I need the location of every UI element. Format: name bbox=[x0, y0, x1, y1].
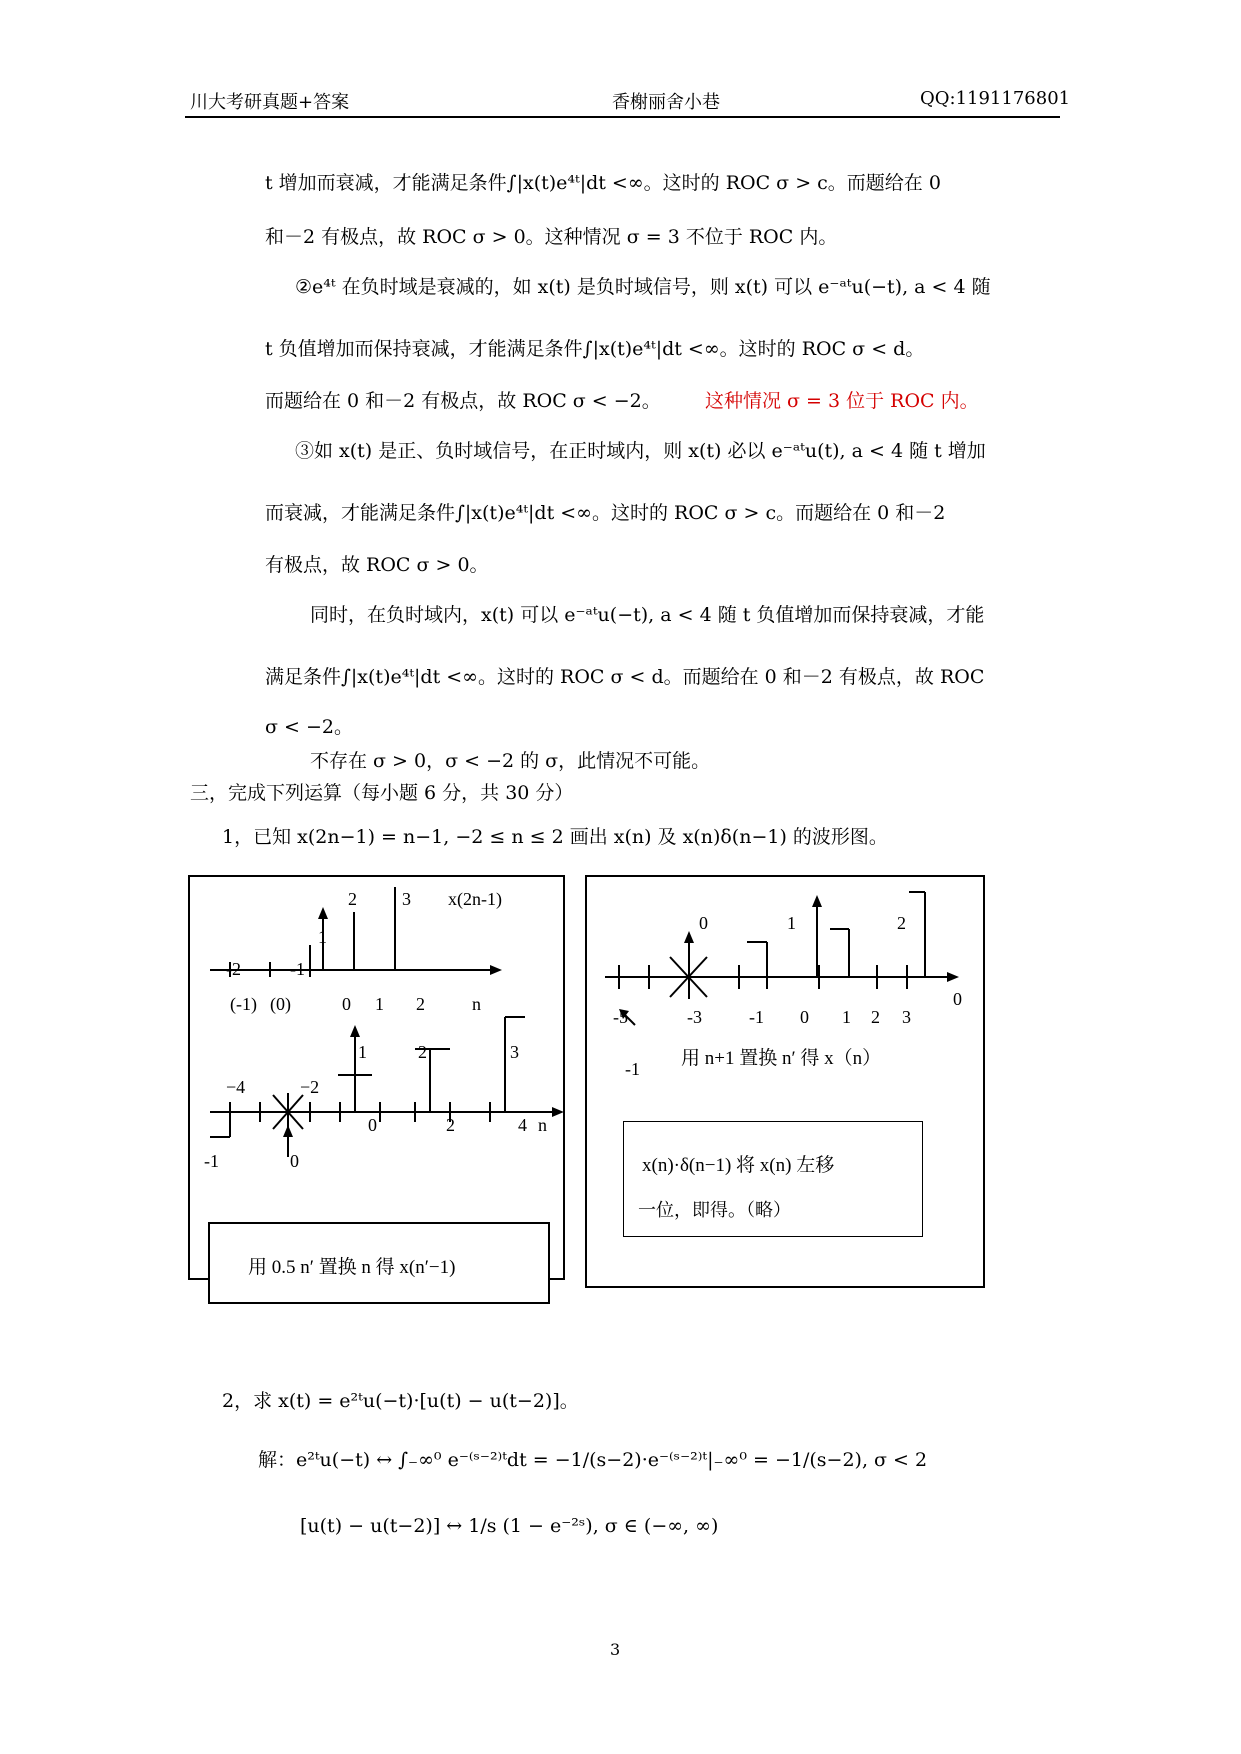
text-line-1: t 增加而衰减，才能满足条件∫|x(t)e⁴ᵗ|dt <∞。这时的 ROC σ > c。而题给在 0 bbox=[265, 172, 941, 194]
left-top-tick-m2: -2 bbox=[226, 959, 241, 979]
left-bottom-tick-2: 2 bbox=[446, 1115, 455, 1135]
right-tick-end-0: 0 bbox=[953, 989, 962, 1009]
right-top-value-2: 2 bbox=[897, 913, 906, 933]
left-bottom-tick-m4: −4 bbox=[226, 1077, 246, 1097]
solution-line-2: [u(t) − u(t−2)] ↔ 1/s (1 − e⁻²ˢ), σ ∈ (−∞, ∞) bbox=[300, 1515, 719, 1537]
right-neg-1: -1 bbox=[625, 1059, 640, 1079]
figure-left-graph bbox=[190, 877, 563, 1278]
left-top-tick-m1: -1 bbox=[290, 959, 305, 979]
left-top-tick-2: 2 bbox=[416, 994, 425, 1014]
left-bottom-value-1: 1 bbox=[358, 1042, 367, 1062]
right-caption-2a: x(n)·δ(n−1) 将 x(n) 左移 bbox=[642, 1155, 835, 1176]
section-heading: 三，完成下列运算（每小题 6 分，共 30 分） bbox=[190, 782, 574, 804]
left-top-tick-1: 1 bbox=[375, 994, 384, 1014]
text-line-5: 而题给在 0 和－2 有极点，故 ROC σ < −2。 bbox=[265, 390, 661, 412]
right-tick-0: 0 bbox=[800, 1007, 809, 1027]
text-line-6: ③如 x(t) 是正、负时域信号，在正时域内，则 x(t) 必以 e⁻ᵃᵗu(t), a < 4 随 t 增加 bbox=[295, 440, 986, 462]
header-left: 川大考研真题+答案 bbox=[190, 92, 350, 113]
left-top-title: x(2n-1) bbox=[448, 889, 502, 909]
text-line-8: 有极点，故 ROC σ > 0。 bbox=[265, 554, 489, 576]
page-number: 3 bbox=[610, 1640, 621, 1659]
question-1: 1，已知 x(2n−1) = n−1, −2 ≤ n ≤ 2 画出 x(n) 及 x(n)δ(n−1) 的波形图。 bbox=[222, 826, 888, 848]
text-line-2: 和－2 有极点，故 ROC σ > 0。这种情况 σ = 3 不位于 ROC 内。 bbox=[265, 226, 838, 248]
header-center: 香榭丽舍小巷 bbox=[612, 92, 720, 113]
right-tick-m1: -1 bbox=[749, 1007, 764, 1027]
right-tick-1: 1 bbox=[842, 1007, 851, 1027]
figure-left-caption: 用 0.5 n′ 置换 n 得 x(n′−1) bbox=[248, 1257, 456, 1278]
text-line-10: 满足条件∫|x(t)e⁴ᵗ|dt <∞。这时的 ROC σ < d。而题给在 0 和－2 有极点，故 ROC bbox=[265, 666, 985, 688]
right-caption-1: 用 n+1 置换 n′ 得 x（n） bbox=[681, 1048, 882, 1069]
header-rule bbox=[185, 116, 1060, 118]
right-tick-m5: -5 bbox=[613, 1007, 628, 1027]
left-top-tick-pm1: (-1) bbox=[230, 994, 257, 1014]
left-top-value-2: 2 bbox=[348, 889, 357, 909]
left-bottom-tick-m2: −2 bbox=[300, 1077, 320, 1097]
right-tick-2: 2 bbox=[871, 1007, 880, 1027]
left-bottom-value-2: 2 bbox=[418, 1042, 427, 1062]
solution-line-1: 解：e²ᵗu(−t) ↔ ∫₋∞⁰ e⁻⁽ˢ⁻²⁾ᵗdt = −1/(s−2)·e⁻⁽ˢ⁻²⁾ᵗ|₋∞⁰ = −1/(s−2), σ < 2 bbox=[258, 1449, 928, 1471]
text-line-7: 而衰减，才能满足条件∫|x(t)e⁴ᵗ|dt <∞。这时的 ROC σ > c。而题给在 0 和－2 bbox=[265, 502, 946, 524]
left-bottom-neg-0: 0 bbox=[290, 1151, 299, 1171]
left-top-value-1: 1 bbox=[318, 927, 327, 947]
text-line-9: 同时，在负时域内，x(t) 可以 e⁻ᵃᵗu(−t), a < 4 随 t 负值增加而保持衰减，才能 bbox=[310, 604, 985, 626]
text-line-12: 不存在 σ > 0，σ < −2 的 σ，此情况不可能。 bbox=[310, 750, 711, 772]
right-tick-m3: -3 bbox=[687, 1007, 702, 1027]
left-bottom-tick-n: n bbox=[538, 1115, 547, 1135]
left-top-tick-n: n bbox=[472, 994, 481, 1014]
left-bottom-neg-1: -1 bbox=[204, 1151, 219, 1171]
figure-left bbox=[188, 875, 565, 1280]
right-top-value-0: 0 bbox=[699, 913, 708, 933]
left-top-value-3: 3 bbox=[402, 889, 411, 909]
text-line-3: ②e⁴ᵗ 在负时域是衰减的，如 x(t) 是负时域信号，则 x(t) 可以 e⁻ᵃᵗu(−t), a < 4 随 bbox=[295, 276, 991, 298]
figure-right bbox=[585, 875, 985, 1288]
right-tick-3: 3 bbox=[902, 1007, 911, 1027]
left-top-tick-p0: (0) bbox=[270, 994, 291, 1014]
question-2: 2，求 x(t) = e²ᵗu(−t)·[u(t) − u(t−2)]。 bbox=[222, 1390, 579, 1412]
right-caption-box bbox=[623, 1121, 923, 1237]
right-caption-2b: 一位，即得。（略） bbox=[638, 1200, 791, 1220]
text-line-4: t 负值增加而保持衰减，才能满足条件∫|x(t)e⁴ᵗ|dt <∞。这时的 ROC σ < d。 bbox=[265, 338, 925, 360]
text-line-11: σ < −2。 bbox=[265, 716, 353, 738]
left-bottom-tick-0: 0 bbox=[368, 1115, 377, 1135]
left-bottom-tick-4: 4 bbox=[518, 1115, 527, 1135]
right-top-value-1: 1 bbox=[787, 913, 796, 933]
text-line-5-red: 这种情况 σ = 3 位于 ROC 内。 bbox=[705, 390, 979, 412]
left-top-tick-0: 0 bbox=[342, 994, 351, 1014]
figure-left-caption-box bbox=[208, 1222, 550, 1304]
header-right: QQ:1191176801 bbox=[920, 88, 1071, 109]
left-bottom-value-3: 3 bbox=[510, 1042, 519, 1062]
